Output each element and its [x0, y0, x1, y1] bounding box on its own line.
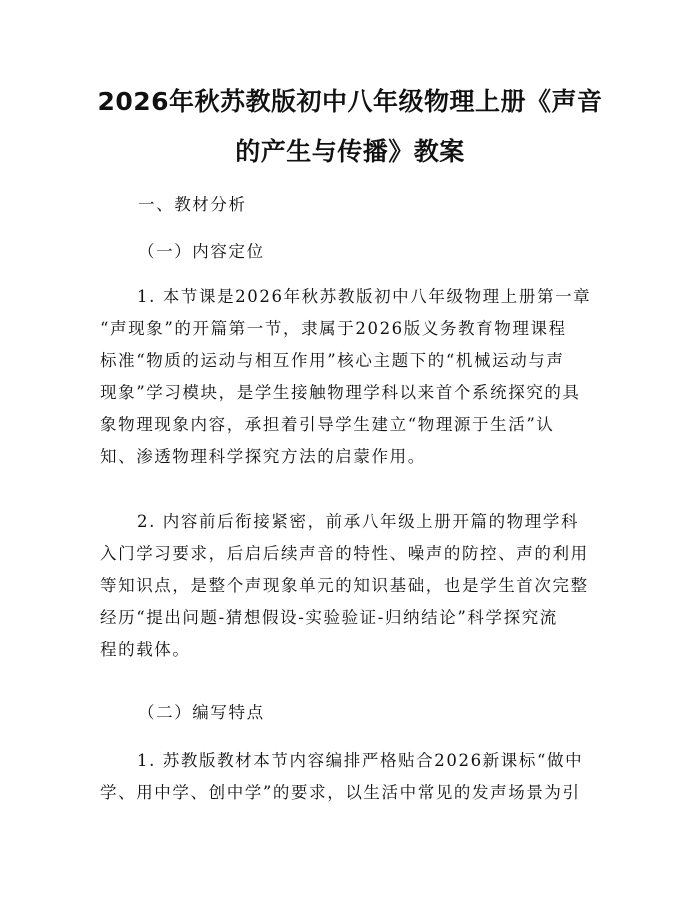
paragraph-line: 经历“提出问题-猜想假设-实验验证-归纳结论”科学探究流 — [100, 608, 558, 627]
paragraph-line: 象物理现象内容，承担着引导学生建立“物理源于生活”认 — [100, 415, 555, 434]
document-title-line-2: 的产生与传播》教案 — [235, 137, 465, 166]
paragraph-line: 现象”学习模块，是学生接触物理学科以来首个系统探究的具 — [100, 383, 581, 402]
paragraph-line: 2. 内容前后衔接紧密，前承八年级上册开篇的物理学科 — [137, 512, 580, 531]
paragraph-line: 知、渗透物理科学探究方法的启蒙作用。 — [100, 447, 426, 466]
paragraph-line: 等知识点，是整个声现象单元的知识基础，也是学生首次完整 — [100, 576, 589, 595]
paragraph-line: “声现象”的开篇第一节，隶属于2026版义务教育物理课程 — [100, 319, 567, 338]
paragraph-1 — [100, 281, 600, 473]
paragraph-2 — [100, 506, 600, 666]
section-heading: 一、教材分析 — [138, 195, 247, 214]
document-title-line-1: 2026年秋苏教版初中八年级物理上册《声音 — [97, 87, 603, 116]
paragraph-line: 标准“物质的运动与相互作用”核心主题下的“机械运动与声 — [100, 351, 565, 370]
subsection-heading-content-positioning: （一）内容定位 — [138, 242, 265, 261]
paragraph-line: 入门学习要求，后启后续声音的特性、噪声的防控、声的利用 — [100, 544, 589, 563]
paragraph-line: 程的载体。 — [100, 640, 191, 659]
paragraph-line: 学、用中学、创中学”的要求，以生活中常见的发声场景为引 — [100, 783, 581, 802]
paragraph-line: 1. 苏教版教材本节内容编排严格贴合2026新课标“做中 — [137, 751, 584, 770]
paragraph-3 — [100, 745, 600, 809]
subsection-heading-writing-features: （二）编写特点 — [138, 703, 265, 722]
paragraph-line: 1. 本节课是2026年秋苏教版初中八年级物理上册第一章 — [137, 287, 592, 306]
